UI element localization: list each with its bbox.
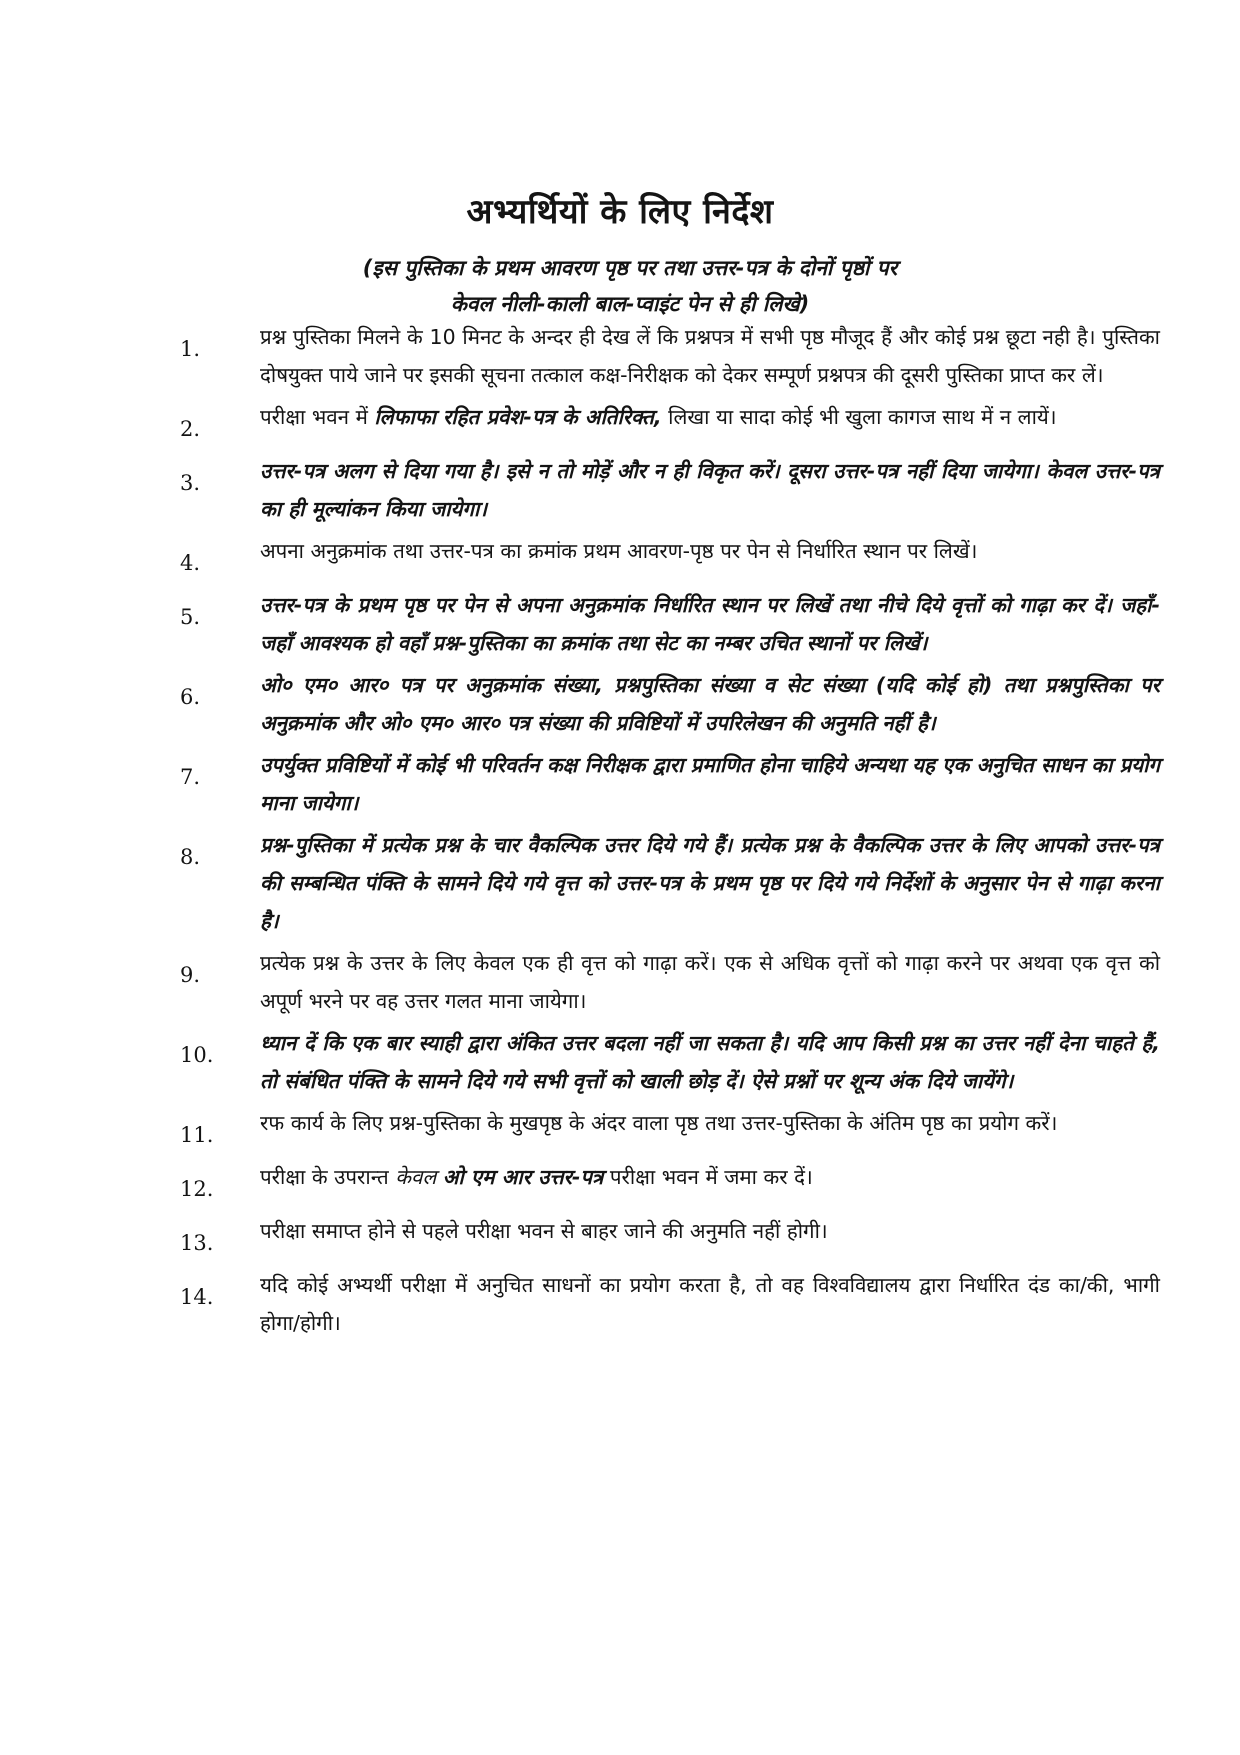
instruction-text (260, 452, 1160, 528)
instruction-text (260, 1158, 1160, 1196)
instruction-item (180, 532, 1160, 582)
instruction-number: 5. (180, 605, 201, 629)
instruction-text-segment: यदि कोई अभ्यर्थी परीक्षा में अनुचित साधनों का प्रयोग करता है, तो वह विश्वविद्यालय द्वारा निर्धारित दंड का/की, भागी होगा/होगी। (260, 1273, 1160, 1335)
instruction-item (180, 1158, 1160, 1208)
instruction-text (260, 398, 1160, 436)
subtitle-line-2: केवल नीली-काली बाल-प्वाइंट पेन से ही लिखे) (450, 292, 810, 316)
instruction-item (180, 1104, 1160, 1154)
instruction-text (260, 318, 1160, 394)
instruction-text-segment: उपर्युक्त प्रविष्टियों में कोई भी परिवर्तन कक्ष निरीक्षक द्वारा प्रमाणित होना चाहिये अन्यथा यह एक अनुचित साधन का प्रयोग माना जायेगा। (260, 753, 1160, 815)
instruction-text-segment: परीक्षा भवन में जमा कर दें। (603, 1165, 813, 1189)
instruction-text-segment: केवल (395, 1165, 443, 1189)
instruction-item (180, 666, 1160, 742)
instruction-item (180, 452, 1160, 528)
instruction-text (260, 1104, 1160, 1142)
instruction-number: 9. (180, 963, 201, 987)
instruction-number: 2. (180, 417, 201, 441)
instruction-text (260, 586, 1160, 662)
page-title: अभ्यर्थियों के लिए निर्देश (466, 192, 774, 232)
instruction-text-segment: उत्तर-पत्र अलग से दिया गया है। इसे न तो मोड़ें और न ही विकृत करें। दूसरा उत्तर-पत्र नहीं दिया जायेगा। केवल उत्तर-पत्र का ही मूल्यांकन किया जायेगा। (260, 459, 1160, 521)
instruction-number: 4. (180, 551, 201, 575)
instruction-text-segment: परीक्षा भवन में (260, 405, 375, 429)
instruction-text (260, 826, 1160, 940)
instruction-text-segment: परीक्षा समाप्त होने से पहले परीक्षा भवन से बाहर जाने की अनुमति नहीं होगी। (260, 1219, 828, 1243)
instruction-number: 10. (180, 1043, 214, 1067)
instruction-number: 12. (180, 1177, 214, 1201)
instruction-number: 6. (180, 685, 201, 709)
instruction-number: 14. (180, 1285, 214, 1309)
instruction-text-segment: ओ एम आर उत्तर-पत्र (442, 1165, 604, 1189)
instruction-number: 1. (180, 337, 201, 361)
instruction-text-segment: प्रश्न-पुस्तिका में प्रत्येक प्रश्न के चार वैकल्पिक उत्तर दिये गये हैं। प्रत्येक प्रश्न के वैकल्पिक उत्तर के लिए आपको उत्तर-पत्र की सम्बन्धित पंक्ति के सामने दिये गये वृत्त को उत्तर-पत्र के प्रथम पृष्ठ पर दिये गये निर्देशों के अनुसार पेन से गाढ़ा करना है। (260, 833, 1160, 933)
instruction-item (180, 1212, 1160, 1262)
instruction-text (260, 1024, 1160, 1100)
instruction-text-segment: प्रश्न पुस्तिका मिलने के 10 मिनट के अन्दर ही देख लें कि प्रश्नपत्र में सभी पृष्ठ मौजूद हैं और कोई प्रश्न छूटा नही है। पुस्तिका दोषयुक्त पाये जाने पर इसकी सूचना तत्काल कक्ष-निरीक्षक को देकर सम्पूर्ण प्रश्नपत्र की दूसरी पुस्तिका प्राप्त कर लें। (260, 325, 1160, 387)
instruction-text-segment: परीक्षा के उपरान्त (260, 1165, 396, 1189)
instruction-item (180, 398, 1160, 448)
instruction-text-segment: उत्तर-पत्र के प्रथम पृष्ठ पर पेन से अपना अनुक्रमांक निर्धारित स्थान पर लिखें तथा नीचे दिये वृत्तों को गाढ़ा कर दें। जहाँ-जहाँ आवश्यक हो वहाँ प्रश्न-पुस्तिका का क्रमांक तथा सेट का नम्बर उचित स्थानों पर लिखें। (260, 593, 1160, 655)
instruction-text-segment: ध्यान दें कि एक बार स्याही द्वारा अंकित उत्तर बदला नहीं जा सकता है। यदि आप किसी प्रश्न का उत्तर नहीं देना चाहते हैं, तो संबंधित पंक्ति के सामने दिये गये सभी वृत्तों को खाली छोड़ दें। ऐसे प्रश्नों पर शून्य अंक दिये जायेंगे। (260, 1031, 1160, 1093)
instruction-list (180, 318, 1160, 1346)
instruction-number: 8. (180, 845, 201, 869)
instruction-item (180, 944, 1160, 1020)
instruction-text (260, 666, 1160, 742)
instruction-text-segment: रफ कार्य के लिए प्रश्न-पुस्तिका के मुखपृष्ठ के अंदर वाला पृष्ठ तथा उत्तर-पुस्तिका के अंतिम पृष्ठ का प्रयोग करें। (260, 1111, 1058, 1135)
instruction-text (260, 532, 1160, 570)
instruction-item (180, 1024, 1160, 1100)
instruction-text (260, 944, 1160, 1020)
instruction-text-segment: लिखा या सादा कोई भी खुला कागज साथ में न लायें। (661, 405, 1057, 429)
instruction-text-segment: लिफाफा रहित प्रवेश-पत्र के अतिरिक्त, (374, 405, 662, 429)
instruction-item (180, 826, 1160, 940)
instruction-number: 13. (180, 1231, 214, 1255)
instruction-item (180, 746, 1160, 822)
instruction-item (180, 318, 1160, 394)
instruction-text (260, 746, 1160, 822)
instruction-text (260, 1266, 1160, 1342)
instruction-text-segment: प्रत्येक प्रश्न के उत्तर के लिए केवल एक ही वृत्त को गाढ़ा करें। एक से अधिक वृत्तों को गाढ़ा करने पर अथवा एक वृत्त को अपूर्ण भरने पर वह उत्तर गलत माना जायेगा। (260, 951, 1160, 1013)
instruction-text-segment: ओ० एम० आर० पत्र पर अनुक्रमांक संख्या, प्रश्नपुस्तिका संख्या व सेट संख्या (यदि कोई हो) तथा प्रश्नपुस्तिका पर अनुक्रमांक और ओ० एम० आर० पत्र संख्या की प्रविष्टियों में उपरिलेखन की अनुमति नहीं है। (260, 673, 1160, 735)
subtitle-line-1: (इस पुस्तिका के प्रथम आवरण पृष्ठ पर तथा उत्तर-पत्र के दोनों पृष्ठों पर (362, 256, 898, 280)
instruction-number: 11. (180, 1123, 214, 1147)
instruction-text-segment: अपना अनुक्रमांक तथा उत्तर-पत्र का क्रमांक प्रथम आवरण-पृष्ठ पर पेन से निर्धारित स्थान पर लिखें। (260, 539, 978, 563)
instruction-number: 7. (180, 765, 201, 789)
instruction-item (180, 1266, 1160, 1342)
instruction-text (260, 1212, 1160, 1250)
instruction-number: 3. (180, 471, 201, 495)
instruction-item (180, 586, 1160, 662)
page-subtitle (240, 250, 1020, 322)
